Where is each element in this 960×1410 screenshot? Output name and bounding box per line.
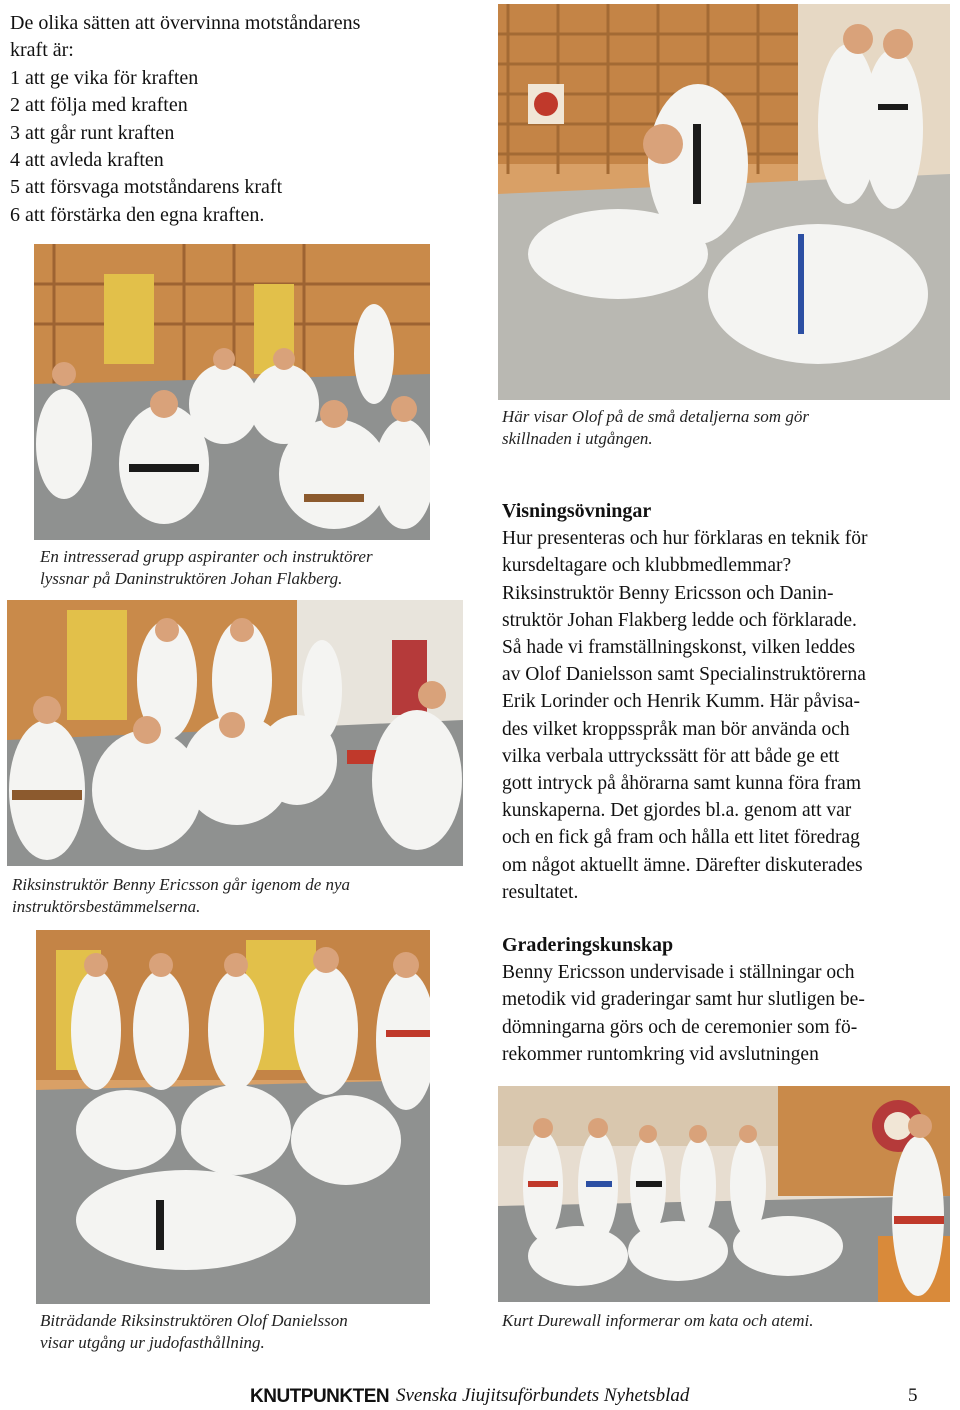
paragraph-line: kunskaperna. Det gjordes bl.a. genom att var <box>502 800 852 822</box>
photo-group-listening <box>34 244 430 540</box>
intro-line: 6 att förstärka den egna kraften. <box>10 203 265 226</box>
caption-line: Biträdande Riksinstruktören Olof Danielsson <box>40 1311 348 1330</box>
paragraph-line: resultatet. <box>502 881 579 903</box>
paragraph-line: kursdeltagare och klubbmedlemmar? <box>502 555 792 577</box>
caption-line: lyssnar på Daninstruktören Johan Flakberg. <box>40 569 343 588</box>
paragraph-line: Så hade vi framställningskonst, vilken leddes <box>502 637 856 659</box>
caption-kata-atemi <box>502 1310 942 1332</box>
intro-line: 2 att följa med kraften <box>10 94 188 117</box>
paragraph-line: av Olof Danielsson samt Specialinstruktörerna <box>502 664 866 686</box>
paragraph-line: om något aktuellt ämne. Därefter diskuterades <box>502 854 863 876</box>
caption-line: instruktörsbestämmelserna. <box>12 897 201 916</box>
paragraph-line: Riksinstruktör Benny Ericsson och Danin- <box>502 582 834 604</box>
intro-line: 5 att försvaga motståndarens kraft <box>10 176 283 199</box>
paragraph-line: Benny Ericsson undervisade i ställningar och <box>502 962 855 984</box>
photo-kata-atemi <box>498 1086 950 1302</box>
photo-judo-escape <box>36 930 430 1304</box>
newsletter-subtitle: Svenska Jiujitsuförbundets Nyhetsblad <box>396 1385 690 1406</box>
caption-line: Kurt Durewall informerar om kata och atemi. <box>502 1311 814 1330</box>
intro-line: 1 att ge vika för kraften <box>10 66 199 89</box>
intro-line: 3 att går runt kraften <box>10 121 175 144</box>
section-graderingskunskap <box>502 932 950 1068</box>
photo-groundwork-demo <box>498 4 950 400</box>
caption-line: skillnaden i utgången. <box>502 429 653 448</box>
page-number: 5 <box>908 1385 918 1406</box>
section-visningsovningar <box>502 498 950 906</box>
paragraph-line: struktör Johan Flakberg ledde och förklarade. <box>502 609 857 631</box>
paragraph-line: vilka verbala uttryckssätt för att både ge ett <box>502 745 840 767</box>
paragraph-line: och en fick gå fram och hålla ett litet föredrag <box>502 827 860 849</box>
newsletter-brand: KNUTPUNKTEN <box>250 1386 390 1407</box>
caption-line: Riksinstruktör Benny Ericsson går igenom de nya <box>12 875 351 894</box>
paragraph-line: gott intryck på åhörarna samt kunna föra fram <box>502 773 861 795</box>
caption-line: Här visar Olof på de små detaljerna som gör <box>502 407 809 426</box>
paragraph-line: des vilket kroppsspråk man bör använda och <box>502 718 850 740</box>
page-footer <box>0 1384 960 1410</box>
intro-line: De olika sätten att övervinna motståndarens <box>10 12 361 34</box>
caption-group-listening <box>40 546 470 590</box>
paragraph-line: metodik vid graderingar samt hur slutligen be- <box>502 989 865 1011</box>
paragraph-line: Erik Lorinder och Henrik Kumm. Här påvisa- <box>502 691 860 713</box>
photo-seated-group <box>7 600 463 866</box>
intro-line: kraft är: <box>10 39 74 62</box>
section-heading: Graderingskunskap <box>502 934 674 956</box>
paragraph-line: dömningarna görs och de ceremonier som fö- <box>502 1016 858 1038</box>
caption-seated-group <box>12 874 472 918</box>
intro-line: 4 att avleda kraften <box>10 149 164 172</box>
caption-line: En intresserad grupp aspiranter och instruktörer <box>40 547 373 566</box>
section-heading: Visningsövningar <box>502 500 652 522</box>
caption-groundwork-demo <box>502 406 942 450</box>
intro-text <box>10 10 490 229</box>
caption-line: visar utgång ur judofasthållning. <box>40 1333 265 1352</box>
paragraph-line: rekommer runtomkring vid avslutningen <box>502 1043 819 1065</box>
caption-judo-escape <box>40 1310 470 1354</box>
paragraph-line: Hur presenteras och hur förklaras en teknik för <box>502 528 868 550</box>
